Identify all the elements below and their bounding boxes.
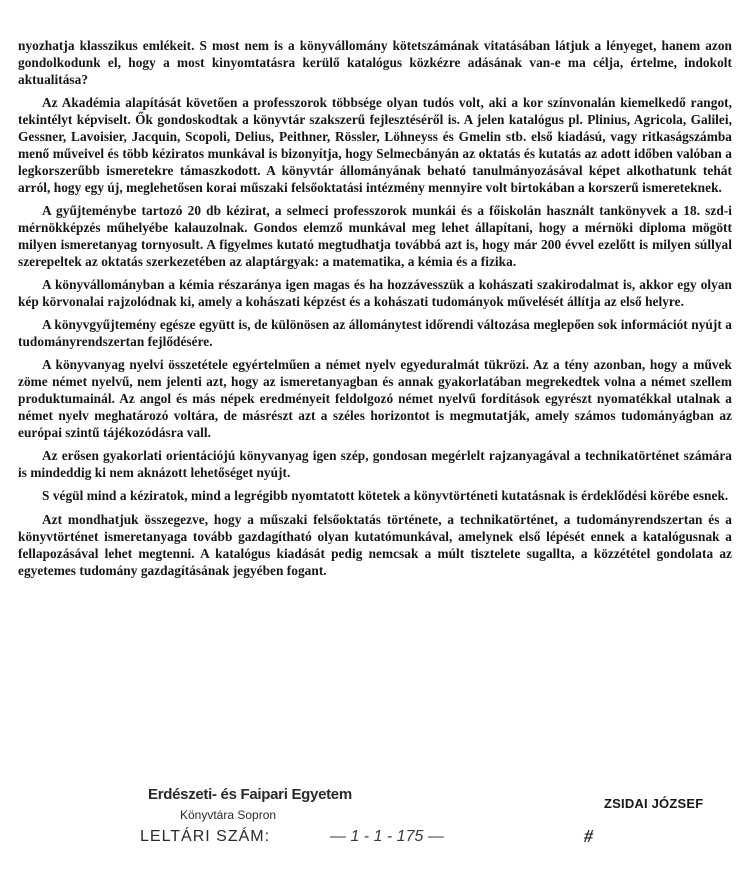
paragraph: A könyvállományban a kémia részaránya igen magas és ha hozzávesszük a kohászati szakirodalmat is, akkor egy olyan kép körvonalai rajzolódnak ki, amely a kohászati képzést és a kohászati tudományok művelését állítja az első helyre. [18,276,732,309]
author-signature: ZSIDAI JÓZSEF [604,796,704,811]
stamp-library: Könyvtára Sopron [180,808,277,822]
stamp-institution: Erdészeti- és Faipari Egyetem [148,786,352,803]
paragraph: S végül mind a kéziratok, mind a legrégibb nyomtatott kötetek a könyvtörténeti kutatásnak is érdeklődési körébe esnek. [42,488,729,504]
paragraph: nyozhatja klasszikus emlékeit. S most nem is a könyvállomány kötetszámának vitatásában látjuk a lényeget, hanem azon gondolkodunk el, hogy a most kinyomtatásra kerülő katalógus közkézre adásának van-e ma célja, értelme, indokolt aktualitása? [18,38,732,87]
stamp-inventory-number: — 1 - 1 - 175 — [330,828,444,845]
paragraph: A könyvgyűjtemény egésze együtt is, de különösen az állománytest időrendi változása meglepően sok információt nyújt a tudományrendszertan fejlődésére. [18,317,732,350]
handwritten-mark: # [584,826,593,846]
body-text [18,38,732,586]
paragraph: A gyűjteménybe tartozó 20 db kézirat, a selmeci professzorok munkái és a főiskolán használt tankönyvek a 18. szd-i mérnökképzés műhelyébe kalauzolnak. Gondos elemző munkával meg lehet állapítani, hogy a mérnöki diploma mögött milyen ismeretanyag tornyosult. A figyelmes kutató megtudhatja továbbá azt is, hogy már 200 évvel ezelőtt is milyen súllyal szerepeltek az oktatás szerkezetében az alaptárgyak: a matematika, a kémia és a fizika. [18,202,732,269]
stamp-inventory-label: LELTÁRI SZÁM: [140,828,271,845]
paragraph: Az erősen gyakorlati orientációjú könyvanyag igen szép, gondosan megérlelt rajzanyagával a technikatörténet számára is mindeddig ki nem aknázott lehetőséget nyújt. [18,448,732,481]
paragraph: A könyvanyag nyelvi összetétele egyértelműen a német nyelv egyeduralmát tükrözi. Az a tény azonban, hogy a művek zöme német nyelvű, nem jelenti azt, hogy az ismeretanyagban és annak gyakorlatában megrekedtek volna a német szellem produktumainál. Az angol és más népek eredményeit feldolgozó német nyelvű fordítások egyrészt nyomatékkal utalnak a német nyelv meghatározó voltára, de másrészt azt a széles horizontot is megmutatják, amely számos tudományágban az európai szintű tájékozódásra vall. [18,357,732,440]
paragraph: Azt mondhatjuk összegezve, hogy a műszaki felsőoktatás története, a technikatörténet, a tudományrendszertan és a könyvtörténet ismeretanyaga tovább gazdagítható olyan kutatómunkával, amelynek első lépését ennek a katalógusnak a fellapozásával lehet megtenni. A katalógus kiadását pedig nemcsak a múlt tisztelete sugallta, a közzététel gondolata az egyetemes tudomány gazdagításának jegyében fogant. [18,511,732,578]
paragraph: Az Akadémia alapítását követően a professzorok többsége olyan tudós volt, aki a kor színvonalán kiemelkedő rangot, tekintélyt képviselt. Ők gondoskodtak a könyvtár szakszerű fejlesztéséről is. A jelen katalógus pl. Plinius, Agricola, Galilei, Gessner, Lavoisier, Jacquin, Scopoli, Delius, Peithner, Rössler, Löhneyss és Gmelin stb. első kiadású, vagy ritkaságszámba menő műveivel és több kéziratos munkával is bizonyítja, hogy Selmecbányán az oktatás és kutatás az adott időben valóban a legkorszerűbb ismeretekre támaszkodott. A könyvtár állományának beható tanulmányozásával képet alkothatunk tehát arról, hogy egy új, meglehetősen korai műszaki felsőoktatási intézmény mennyire volt birtokában a korszerű ismereteknek. [18,95,732,195]
